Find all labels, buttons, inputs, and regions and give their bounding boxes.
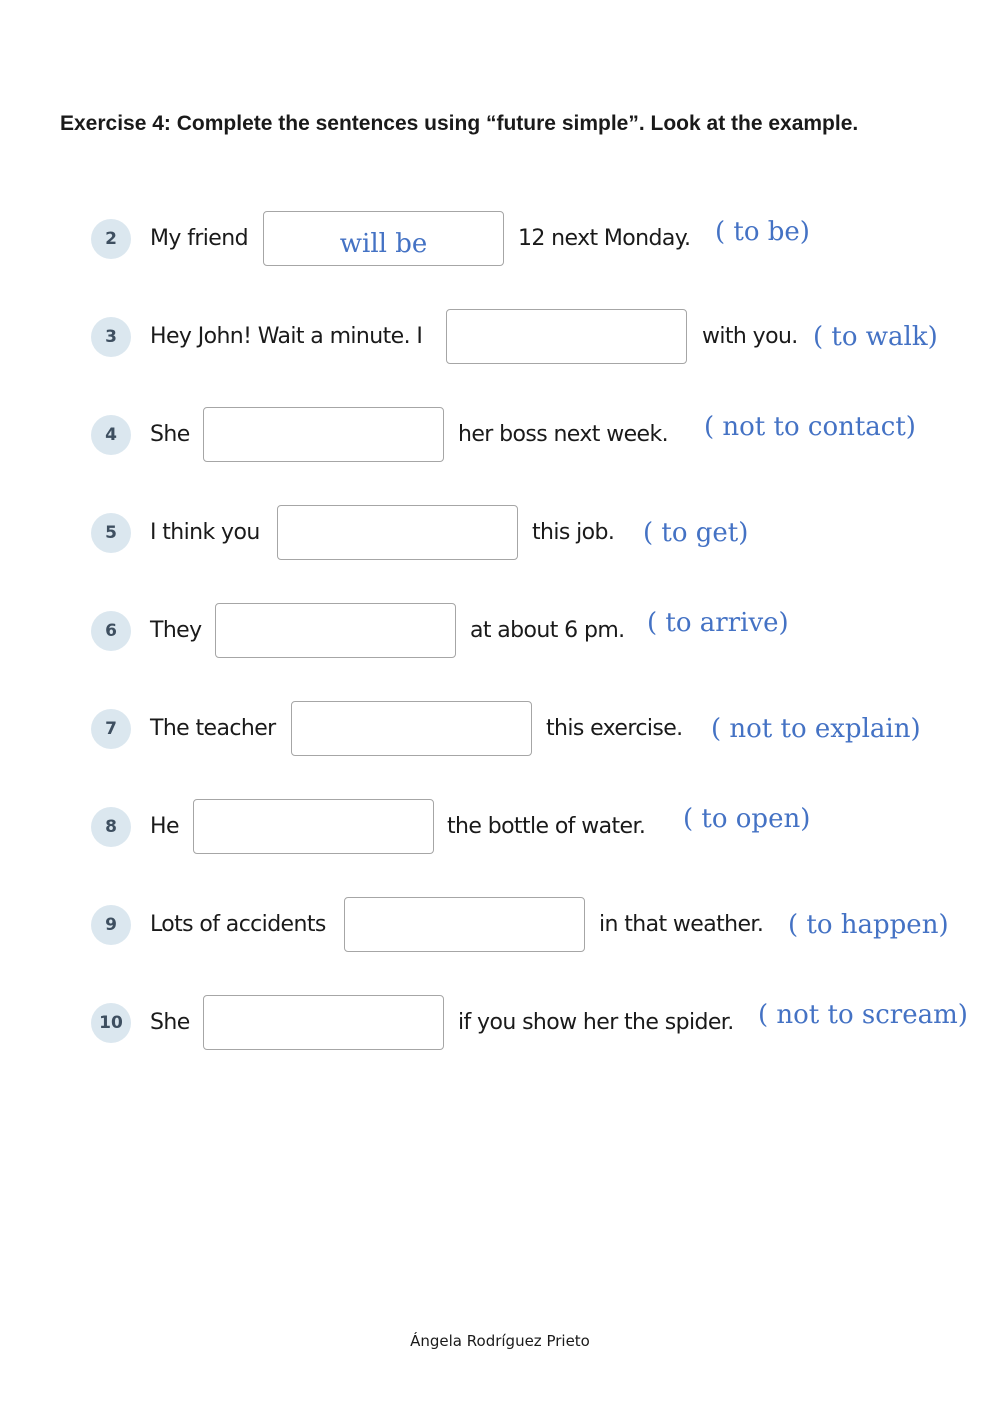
exercise-item-5: [0, 505, 1000, 565]
answer-input[interactable]: [215, 603, 456, 658]
verb-hint: ( to get): [643, 518, 749, 548]
answer-input[interactable]: [203, 995, 444, 1050]
sentence-end: if you show her the spider.: [458, 1010, 734, 1035]
sentence-end: with you.: [702, 324, 798, 349]
sentence-start: The teacher: [150, 716, 276, 741]
sentence-end: this exercise.: [546, 716, 683, 741]
answer-input[interactable]: [277, 505, 518, 560]
exercise-instructions: Exercise 4: Complete the sentences using “future simple”. Look at the example.: [60, 112, 859, 135]
sentence-start: Lots of accidents: [150, 912, 326, 937]
answer-input[interactable]: will be: [263, 211, 504, 266]
sentence-end: at about 6 pm.: [470, 618, 625, 643]
item-number-badge: 9: [91, 905, 131, 945]
sentence-start: She: [150, 1010, 190, 1035]
sentence-start: I think you: [150, 520, 260, 545]
author-footer: Ángela Rodríguez Prieto: [410, 1332, 590, 1350]
verb-hint: ( to walk): [813, 322, 938, 352]
verb-hint: ( to arrive): [647, 608, 789, 638]
sentence-end: this job.: [532, 520, 615, 545]
verb-hint: ( to open): [683, 804, 811, 834]
sentence-end: her boss next week.: [458, 422, 668, 447]
sentence-end: the bottle of water.: [447, 814, 646, 839]
sentence-end: in that weather.: [599, 912, 764, 937]
verb-hint: ( not to contact): [704, 412, 916, 442]
answer-input[interactable]: [193, 799, 434, 854]
item-number-badge: 5: [91, 513, 131, 553]
answer-input[interactable]: [446, 309, 687, 364]
item-number-badge: 8: [91, 807, 131, 847]
item-number-badge: 2: [91, 219, 131, 259]
verb-hint: ( to be): [715, 217, 810, 247]
exercise-item-8: [0, 799, 1000, 859]
sentence-start: He: [150, 814, 179, 839]
sentence-start: Hey John! Wait a minute. I: [150, 324, 423, 349]
sentence-start: She: [150, 422, 190, 447]
exercise-item-6: [0, 603, 1000, 663]
sentence-start: They: [150, 618, 202, 643]
verb-hint: ( not to scream): [758, 1000, 968, 1030]
exercise-item-7: [0, 701, 1000, 761]
sentence-end: 12 next Monday.: [518, 226, 691, 251]
sentence-start: My friend: [150, 226, 248, 251]
item-number-badge: 7: [91, 709, 131, 749]
item-number-badge: 6: [91, 611, 131, 651]
exercise-item-10: [0, 995, 1000, 1055]
item-number-badge: 10: [91, 1003, 131, 1043]
exercise-item-3: [0, 309, 1000, 369]
verb-hint: ( to happen): [788, 910, 949, 940]
item-number-badge: 3: [91, 317, 131, 357]
exercise-item-4: [0, 407, 1000, 467]
answer-input[interactable]: [291, 701, 532, 756]
exercise-item-2: [0, 211, 1000, 271]
item-number-badge: 4: [91, 415, 131, 455]
answer-input[interactable]: [203, 407, 444, 462]
verb-hint: ( not to explain): [711, 714, 921, 744]
answer-input[interactable]: [344, 897, 585, 952]
exercise-item-9: [0, 897, 1000, 957]
